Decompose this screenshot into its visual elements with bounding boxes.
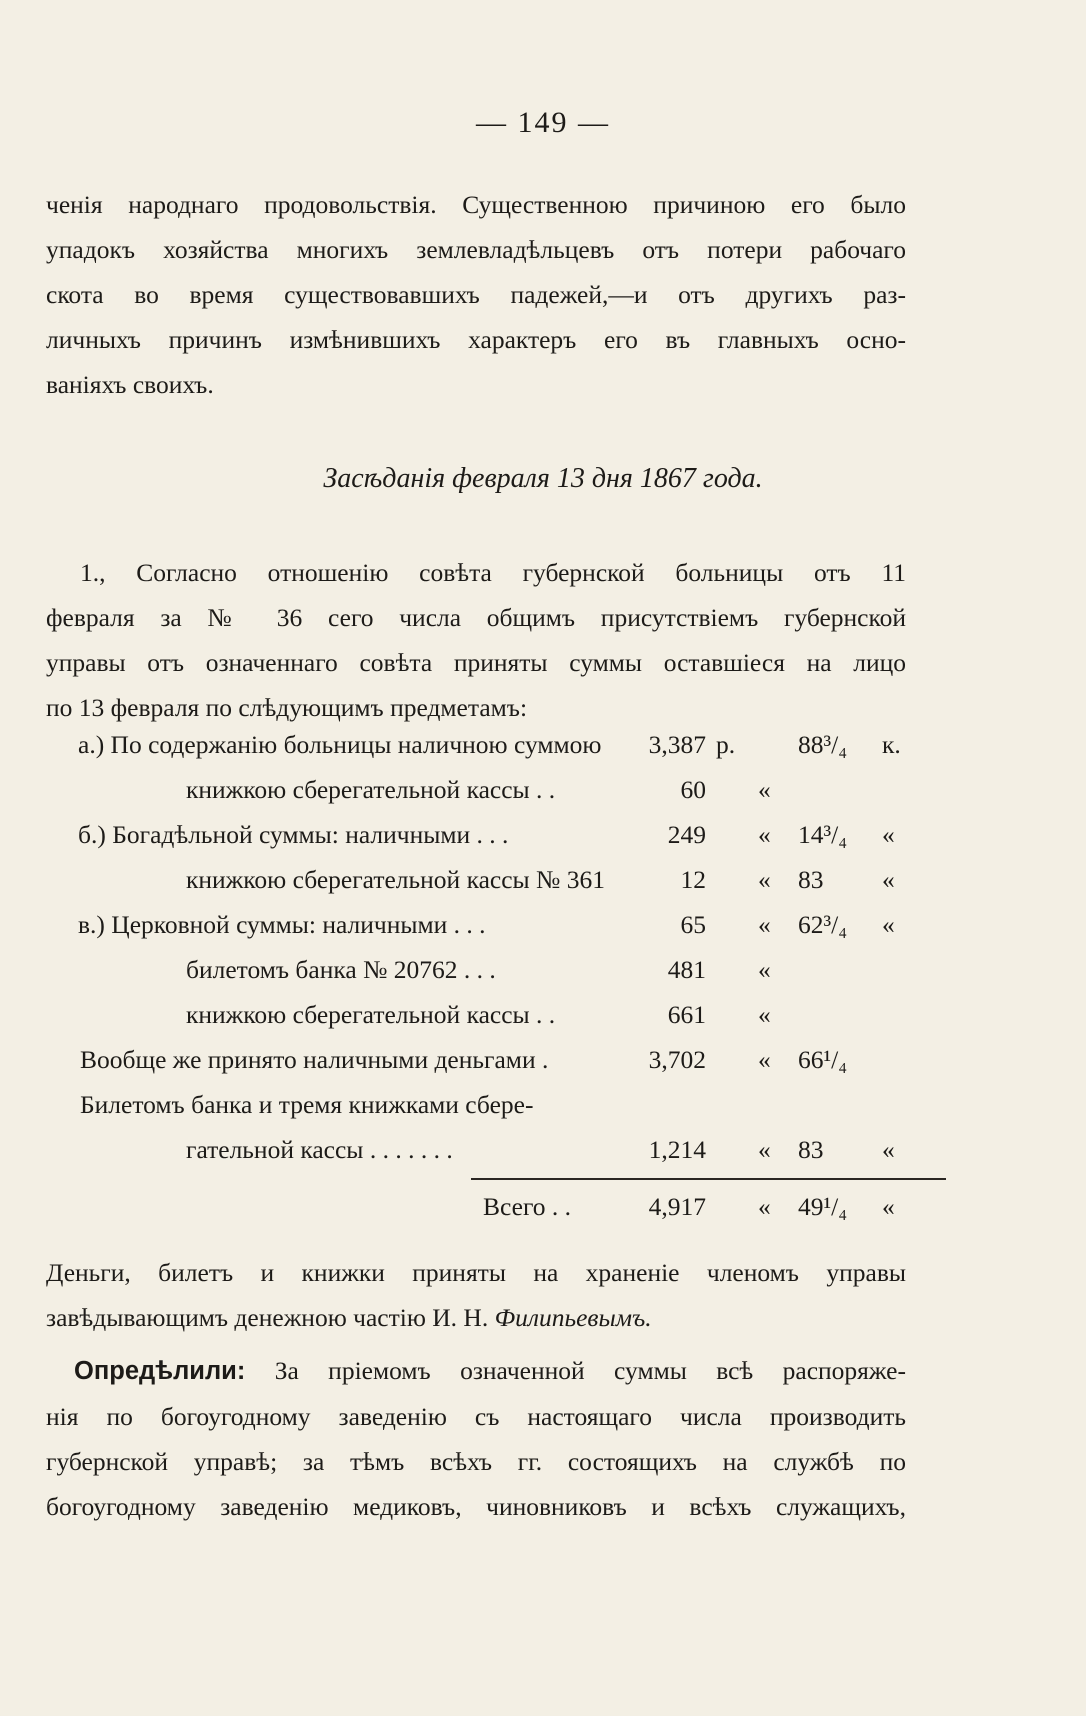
ditto-mark: « xyxy=(758,1135,771,1164)
ditto-mark: « xyxy=(758,775,771,804)
intro-paragraph xyxy=(46,182,906,407)
table-row xyxy=(46,820,906,865)
row-label: Вообще же принято наличными деньгами . xyxy=(80,1045,549,1074)
table-row xyxy=(46,910,906,955)
table-row xyxy=(46,730,906,775)
ditto-mark: « xyxy=(758,820,771,849)
ditto-mark: « xyxy=(882,910,895,939)
resolution-label: Опредѣлили: xyxy=(74,1357,246,1385)
row-label: билетомъ банка № 20762 . . . xyxy=(186,955,496,984)
row-amount: 3,387 xyxy=(648,730,706,759)
text-line: Деньги, билетъ и книжки приняты на храненіе членомъ управы xyxy=(46,1258,906,1287)
row-unit: р. xyxy=(716,730,736,759)
sum-rule xyxy=(471,1178,946,1180)
text-line: богоугодному заведенію медиковъ, чиновниковъ и всѣхъ служащихъ, xyxy=(46,1492,906,1521)
row-amount: 661 xyxy=(667,1000,706,1029)
ditto-mark: « xyxy=(758,865,771,894)
table-row xyxy=(46,1045,906,1090)
row-label: а.) По содержанію больницы наличною суммою xyxy=(78,730,602,759)
row-fraction: 83 xyxy=(798,865,824,894)
text-line: упадокъ хозяйства многихъ землевладѣльцевъ отъ потери рабочаго xyxy=(46,235,906,264)
total-label: Всего . . xyxy=(483,1192,572,1221)
table-row xyxy=(46,1000,906,1045)
money-paragraph xyxy=(46,1250,906,1340)
ditto-mark: « xyxy=(882,865,895,894)
ditto-mark: « xyxy=(758,1192,771,1221)
ditto-mark: « xyxy=(882,1192,895,1221)
table-row xyxy=(46,1135,906,1180)
row-amount: 12 xyxy=(680,865,706,894)
ditto-mark: « xyxy=(758,1000,771,1029)
resolution-paragraph xyxy=(46,1348,906,1529)
text-line: личныхъ причинъ измѣнившихъ характеръ его въ главныхъ осно- xyxy=(46,325,906,354)
row-fraction: 62³/₄ xyxy=(798,910,848,939)
row-amount: 3,702 xyxy=(648,1045,706,1074)
row-fraction: 88³/₄ xyxy=(798,730,848,759)
row-fraction: 83 xyxy=(798,1135,824,1164)
text-line xyxy=(46,1295,906,1340)
total-fraction: 49¹/₄ xyxy=(798,1192,848,1221)
text-line: ченія народнаго продовольствія. Существенною причиною его было xyxy=(46,190,906,219)
item-1-paragraph xyxy=(46,550,906,730)
text-line: нія по богоугодному заведенію съ настоящаго числа производить xyxy=(46,1402,906,1431)
table-row xyxy=(46,955,906,1000)
session-heading: Засѣданія февраля 13 дня 1867 года. xyxy=(323,463,763,494)
text-fragment: завѣдывающимъ денежною частію И. Н. xyxy=(46,1303,489,1332)
row-unit: к. xyxy=(882,730,901,759)
row-amount: 481 xyxy=(667,955,706,984)
ditto-mark: « xyxy=(758,955,771,984)
row-label: Билетомъ банка и тремя книжками сбере- xyxy=(80,1090,534,1119)
row-fraction: 14³/₄ xyxy=(798,820,848,849)
person-name: Филипьевымъ. xyxy=(494,1303,652,1332)
row-amount: 1,214 xyxy=(648,1135,706,1164)
table-row xyxy=(46,1090,906,1135)
page-number: — 149 — xyxy=(476,106,610,139)
row-amount: 249 xyxy=(667,820,706,849)
row-label: в.) Церковной суммы: наличными . . . xyxy=(78,910,486,939)
table-row xyxy=(46,865,906,910)
text-line: ваніяхъ своихъ. xyxy=(46,370,214,399)
ditto-mark: « xyxy=(882,1135,895,1164)
ditto-mark: « xyxy=(882,820,895,849)
row-label: гательной кассы . . . . . . . xyxy=(186,1135,453,1164)
ditto-mark: « xyxy=(758,910,771,939)
text-line: февраля за № 36 сего числа общимъ присутствіемъ губернской xyxy=(46,603,906,632)
row-fraction: 66¹/₄ xyxy=(798,1045,848,1074)
text-line xyxy=(46,1348,906,1394)
table-row xyxy=(46,775,906,820)
ditto-mark: « xyxy=(758,1045,771,1074)
row-label: б.) Богадѣльной суммы: наличными . . . xyxy=(78,820,509,849)
row-label: книжкою сберегательной кассы . . xyxy=(186,775,556,804)
text-line: по 13 февраля по слѣдующимъ предметамъ: xyxy=(46,693,528,722)
text-line: 1., Согласно отношенію совѣта губернской больницы отъ 11 xyxy=(80,558,906,587)
row-label: книжкою сберегательной кассы № 361 xyxy=(186,865,605,894)
text-line: скота во время существовавшихъ падежей,—и отъ другихъ раз- xyxy=(46,280,906,309)
total-amount: 4,917 xyxy=(648,1192,706,1221)
text-fragment: За пріемомъ означенной суммы всѣ распоряже- xyxy=(274,1356,906,1385)
row-label: книжкою сберегательной кассы . . xyxy=(186,1000,556,1029)
text-line: губернской управѣ; за тѣмъ всѣхъ гг. состоящихъ на службѣ по xyxy=(46,1447,906,1476)
total-row xyxy=(46,1192,906,1237)
row-amount: 65 xyxy=(680,910,706,939)
text-line: управы отъ означеннаго совѣта приняты суммы оставшіеся на лицо xyxy=(46,648,906,677)
row-amount: 60 xyxy=(680,775,706,804)
